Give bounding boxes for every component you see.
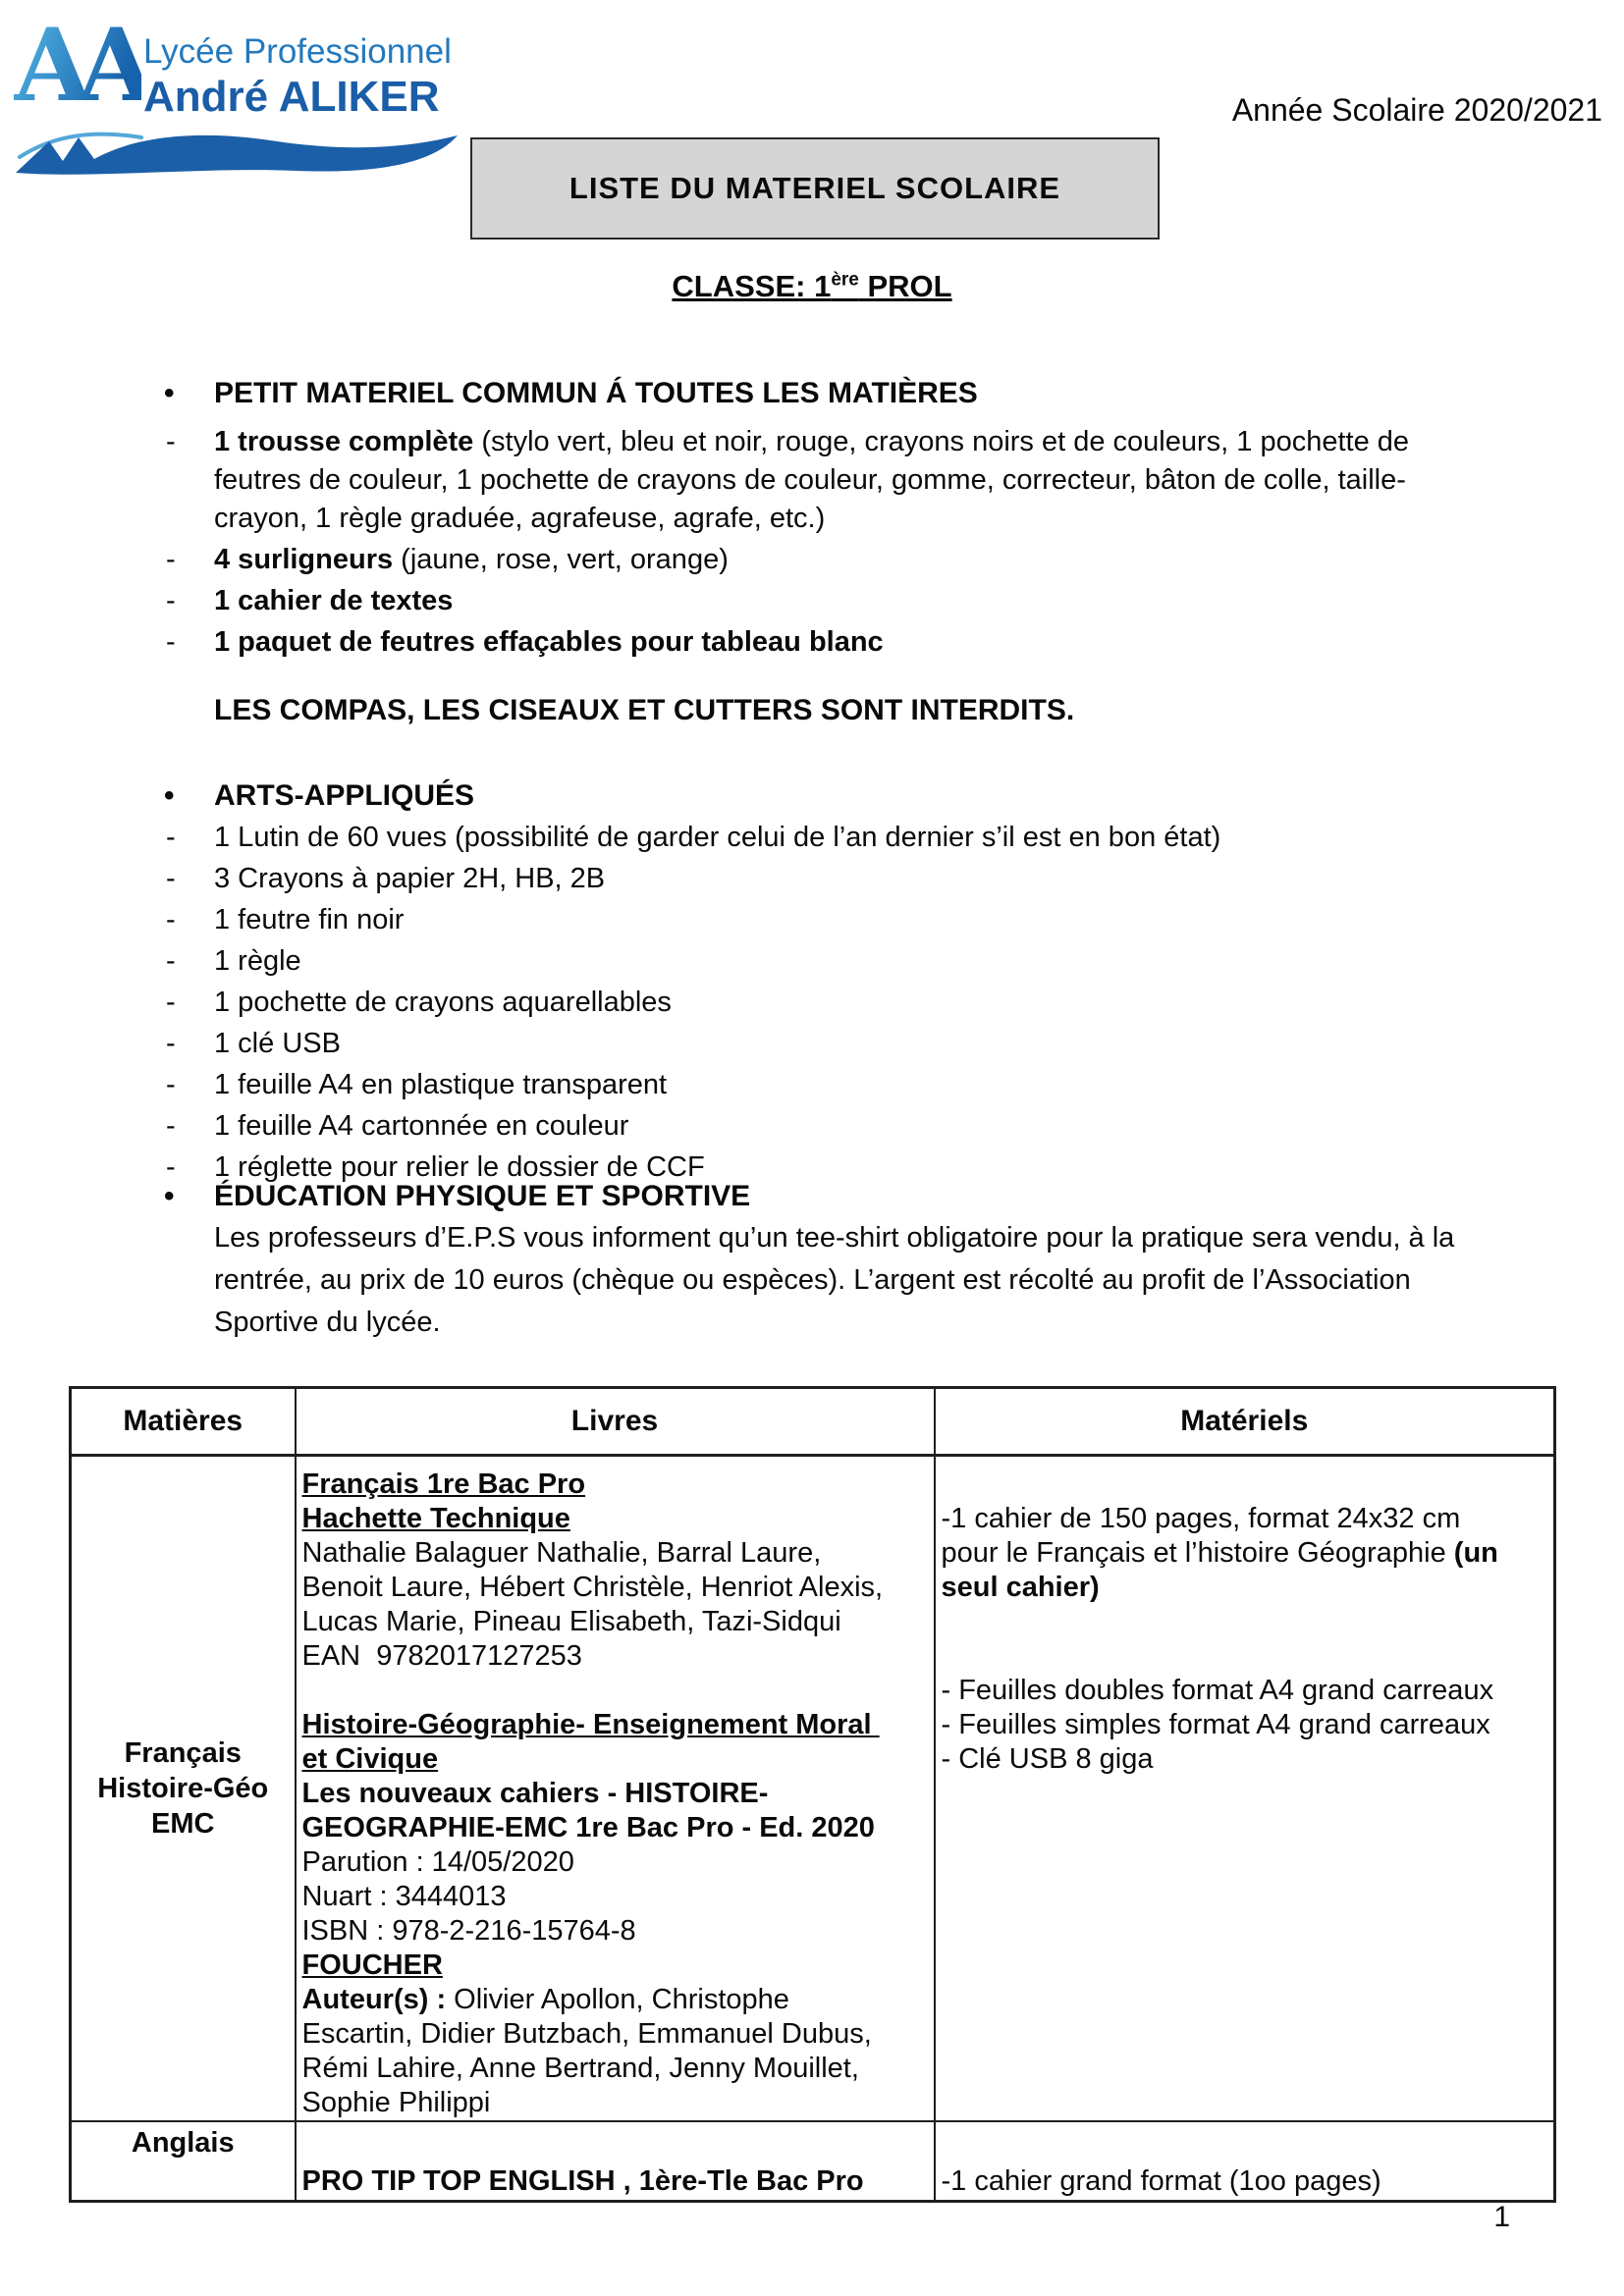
list-item-text: 3 Crayons à papier 2H, HB, 2B bbox=[214, 863, 606, 894]
book-line: GEOGRAPHIE-EMC 1re Bac Pro - Ed. 2020 bbox=[301, 1812, 875, 1843]
list-item-text: 1 pochette de crayons aquarellables bbox=[214, 987, 672, 1018]
list-item-bold: 1 paquet de feutres effaçables pour tableau blanc bbox=[214, 626, 884, 658]
book-line: Rémi Lahire, Anne Bertrand, Jenny Mouillet, bbox=[301, 2053, 859, 2084]
table-row bbox=[71, 2121, 1555, 2202]
list-item-text: 1 règle bbox=[214, 945, 301, 977]
material-line: -1 cahier grand format (1oo pages) bbox=[941, 2165, 1381, 2197]
list-item-text: 1 clé USB bbox=[214, 1028, 341, 1059]
list-item bbox=[162, 984, 1492, 1022]
book-line: et Civique bbox=[301, 1743, 439, 1775]
book-line: Les nouveaux cahiers - HISTOIRE- bbox=[301, 1778, 769, 1809]
material-line bbox=[942, 1605, 1549, 1639]
list-item bbox=[162, 901, 1492, 939]
column-header-livres: Livres bbox=[296, 1388, 935, 1456]
list-item bbox=[162, 623, 1492, 662]
list-item-text: 1 Lutin de 60 vues (possibilité de garder celui de l’an dernier s’il est en bon état) bbox=[214, 822, 1221, 853]
column-header-materiels: Matériels bbox=[935, 1388, 1555, 1456]
book-line: Parution : 14/05/2020 bbox=[301, 1846, 574, 1878]
material-line: seul cahier) bbox=[941, 1572, 1100, 1603]
book-line: EAN 9782017127253 bbox=[301, 1640, 582, 1672]
materiels-cell-francais bbox=[935, 1456, 1555, 2122]
book-line: Histoire-Géographie- Enseignement Moral bbox=[301, 1709, 880, 1740]
logo-monogram: AA bbox=[14, 7, 142, 125]
list-item-bold: 1 cahier de textes bbox=[214, 585, 454, 616]
book-line: Sophie Philippi bbox=[301, 2087, 491, 2118]
list-item-text: 1 réglette pour relier le dossier de CCF bbox=[214, 1151, 705, 1183]
list-item-text: 1 feuille A4 cartonnée en couleur bbox=[214, 1110, 629, 1142]
material-line: - Feuilles doubles format A4 grand carreaux bbox=[941, 1675, 1494, 1706]
section-arts-heading: • ARTS-APPLIQUÉS bbox=[162, 776, 1500, 816]
materiels-cell-anglais bbox=[935, 2121, 1555, 2202]
book-line: Nathalie Balaguer Nathalie, Barral Laure, bbox=[301, 1537, 822, 1569]
logo-school-type: Lycée Professionnel bbox=[143, 32, 452, 71]
eps-paragraph: Les professeurs d’E.P.S vous informent qu’un tee-shirt obligatoire pour la pratique sera vendu, à la rentrée, au prix de 10 euros (chèque ou espèces). L’argent est récolté au profit de l’Association Sportive du lycée. bbox=[214, 1222, 1463, 1338]
class-heading bbox=[0, 269, 1624, 304]
section-common-supplies bbox=[162, 374, 1500, 662]
book-line: Lucas Marie, Pineau Elisabeth, Tazi-Sidqui bbox=[301, 1606, 841, 1637]
list-item bbox=[162, 582, 1492, 620]
subject-cell-francais bbox=[71, 1456, 296, 2122]
class-prefix: CLASSE: 1 bbox=[672, 269, 832, 303]
school-logo bbox=[14, 7, 475, 169]
livres-cell-francais bbox=[296, 1456, 935, 2122]
material-line bbox=[942, 2125, 1549, 2163]
list-item bbox=[162, 860, 1492, 898]
list-item-text: 1 feutre fin noir bbox=[214, 904, 405, 935]
list-item-text: (jaune, rose, vert, orange) bbox=[393, 544, 729, 575]
book-line: ISBN : 978-2-216-15764-8 bbox=[301, 1915, 636, 1947]
book-line: PRO TIP TOP ENGLISH , 1ère-Tle Bac Pro bbox=[301, 2165, 864, 2197]
subject-line: Anglais bbox=[131, 2127, 235, 2159]
class-superscript: ère bbox=[831, 269, 859, 291]
logo-wave-icon bbox=[14, 124, 465, 185]
material-line: pour le Français et l’histoire Géographie (un bbox=[941, 1537, 1498, 1569]
section-eps-heading: • ÉDUCATION PHYSIQUE ET SPORTIVE bbox=[162, 1176, 1500, 1217]
section-common-heading: • PETIT MATERIEL COMMUN Á TOUTES LES MATIÈRES bbox=[162, 374, 1500, 413]
table-header-row bbox=[71, 1388, 1555, 1456]
list-item-bold: 4 surligneurs bbox=[214, 544, 394, 575]
list-item-text: (stylo vert, bleu et noir, rouge, crayons noirs et de couleurs, 1 pochette de feutres de couleur, 1 pochette de crayons de couleur, gomme, correcteur, bâton de colle, taille-crayon, 1 règle graduée, agrafeuse, agrafe, etc.) bbox=[214, 426, 1418, 534]
book-line: Nuart : 3444013 bbox=[301, 1881, 507, 1912]
list-item bbox=[162, 423, 1492, 538]
list-item bbox=[162, 1107, 1492, 1146]
material-line bbox=[942, 1639, 1549, 1674]
school-year: Année Scolaire 2020/2021 bbox=[1231, 92, 1602, 128]
book-line: Benoit Laure, Hébert Christèle, Henriot Alexis, bbox=[301, 1572, 884, 1603]
common-supplies-list bbox=[162, 423, 1500, 662]
subject-line: EMC bbox=[151, 1808, 215, 1840]
subject-line: Histoire-Géo bbox=[97, 1773, 269, 1804]
book-line: Escartin, Didier Butzbach, Emmanuel Dubus, bbox=[301, 2018, 872, 2050]
page-number: 1 bbox=[1493, 2201, 1510, 2233]
list-item bbox=[162, 1025, 1492, 1063]
table-row bbox=[71, 1456, 1555, 2122]
list-item bbox=[162, 819, 1492, 857]
list-item-text: 1 feuille A4 en plastique transparent bbox=[214, 1069, 668, 1100]
material-line: - Feuilles simples format A4 grand carreaux bbox=[941, 1709, 1490, 1740]
material-line: - Clé USB 8 giga bbox=[941, 1743, 1154, 1775]
logo-text bbox=[143, 33, 452, 121]
subject-line: Français bbox=[124, 1737, 242, 1769]
book-line: FOUCHER bbox=[301, 1949, 443, 1981]
material-line: -1 cahier de 150 pages, format 24x32 cm bbox=[941, 1503, 1461, 1534]
list-item bbox=[162, 541, 1492, 579]
logo-school-name: André ALIKER bbox=[143, 72, 440, 121]
list-item-bold: 1 trousse complète bbox=[214, 426, 474, 457]
livres-cell-anglais bbox=[296, 2121, 935, 2202]
forbidden-items-warning: LES COMPAS, LES CISEAUX ET CUTTERS SONT INTERDITS. bbox=[214, 694, 1075, 726]
section-arts bbox=[162, 776, 1500, 1187]
title-box bbox=[470, 137, 1160, 240]
book-line bbox=[302, 1674, 929, 1708]
column-header-matieres: Matières bbox=[71, 1388, 296, 1456]
subject-cell-anglais bbox=[71, 2121, 296, 2202]
document-title: LISTE DU MATERIEL SCOLAIRE bbox=[568, 171, 1061, 205]
list-item bbox=[162, 942, 1492, 981]
book-line: Auteur(s) : Olivier Apollon, Christophe bbox=[301, 1984, 789, 2015]
section-eps bbox=[162, 1176, 1507, 1344]
book-line bbox=[302, 2125, 929, 2163]
material-line bbox=[942, 1468, 1549, 1502]
book-line: Hachette Technique bbox=[301, 1503, 570, 1534]
class-suffix: PROL bbox=[858, 269, 952, 303]
supplies-table bbox=[69, 1386, 1556, 2203]
list-item bbox=[162, 1066, 1492, 1104]
arts-supplies-list bbox=[162, 819, 1500, 1187]
book-line: Français 1re Bac Pro bbox=[301, 1468, 586, 1500]
